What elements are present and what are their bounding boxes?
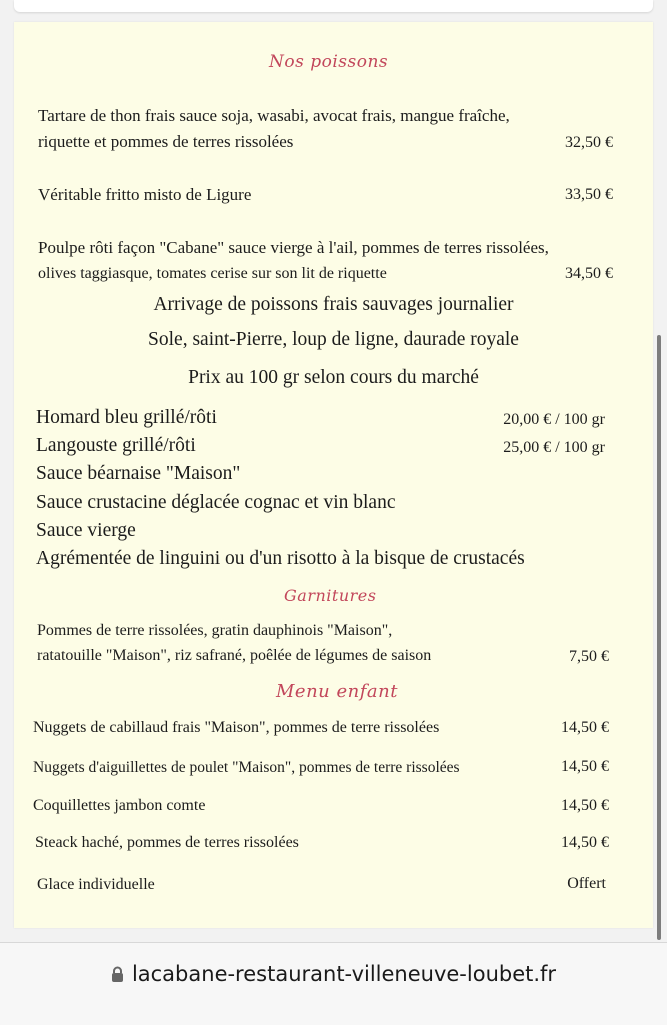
- menu-item-name: Nuggets d'aiguillettes de poulet "Maison", pommes de terre rissolées: [33, 759, 460, 776]
- arrivage-price-note: Prix au 100 gr selon cours du marché: [188, 367, 479, 388]
- sides-description: Pommes de terre rissolées, gratin dauphinois "Maison",: [37, 622, 393, 639]
- menu-item-price: 32,50 €: [565, 134, 613, 151]
- arrivage-heading: Arrivage de poissons frais sauvages journalier: [153, 294, 514, 315]
- menu-item-name: Sauce vierge: [36, 520, 136, 541]
- menu-page-image: [14, 22, 653, 928]
- menu-item-name: olives taggiasque, tomates cerise sur son lit de riquette: [38, 265, 387, 282]
- menu-item-name: Poulpe rôti façon "Cabane" sauce vierge à l'ail, pommes de terres rissolées,: [38, 238, 549, 257]
- sides-description: ratatouille "Maison", riz safrané, poêlée de légumes de saison: [37, 647, 432, 664]
- menu-item-name: Tartare de thon frais sauce soja, wasabi, avocat frais, mangue fraîche,: [38, 106, 510, 125]
- url-text[interactable]: lacabane-restaurant-villeneuve-loubet.fr: [131, 962, 557, 986]
- menu-item-name: Coquillettes jambon comte: [33, 797, 206, 814]
- arrivage-species: Sole, saint-Pierre, loup de ligne, daurade royale: [148, 329, 519, 350]
- menu-item-name: Sauce béarnaise "Maison": [36, 463, 241, 484]
- url-container[interactable]: [0, 962, 667, 988]
- menu-item-price: 7,50 €: [569, 648, 609, 665]
- browser-address-bar: [0, 942, 667, 1025]
- menu-item-name: Glace individuelle: [37, 876, 155, 893]
- menu-item-name: Homard bleu grillé/rôti: [36, 407, 217, 428]
- menu-item-name: Véritable fritto misto de Ligure: [38, 185, 252, 204]
- menu-item-price: 20,00 € / 100 gr: [503, 411, 605, 428]
- menu-item-price: 34,50 €: [565, 265, 613, 282]
- section-title-sides: Garnitures: [284, 586, 377, 605]
- menu-item-price: 14,50 €: [561, 719, 609, 736]
- menu-item-price: 25,00 € / 100 gr: [503, 439, 605, 456]
- scrollbar[interactable]: [657, 335, 661, 940]
- section-title-kids: Menu enfant: [276, 681, 398, 702]
- menu-item-name: Sauce crustacine déglacée cognac et vin blanc: [36, 492, 396, 513]
- menu-item-price: 14,50 €: [561, 834, 609, 851]
- menu-item-price: 33,50 €: [565, 186, 613, 203]
- lock-icon: [111, 964, 124, 988]
- menu-item-price: Offert: [567, 875, 606, 892]
- menu-item-price: 14,50 €: [561, 797, 609, 814]
- menu-item-name: Agrémentée de linguini ou d'un risotto à la bisque de crustacés: [36, 548, 525, 569]
- menu-item-name: riquette et pommes de terres rissolées: [38, 132, 294, 151]
- menu-item-price: 14,50 €: [561, 758, 609, 775]
- menu-item-name: Langouste grillé/rôti: [36, 435, 196, 456]
- menu-item-name: Steack haché, pommes de terres rissolées: [35, 834, 299, 851]
- section-title-fish: Nos poissons: [269, 52, 389, 72]
- menu-item-name: Nuggets de cabillaud frais "Maison", pommes de terre rissolées: [33, 719, 440, 736]
- previous-page-card: [14, 0, 653, 12]
